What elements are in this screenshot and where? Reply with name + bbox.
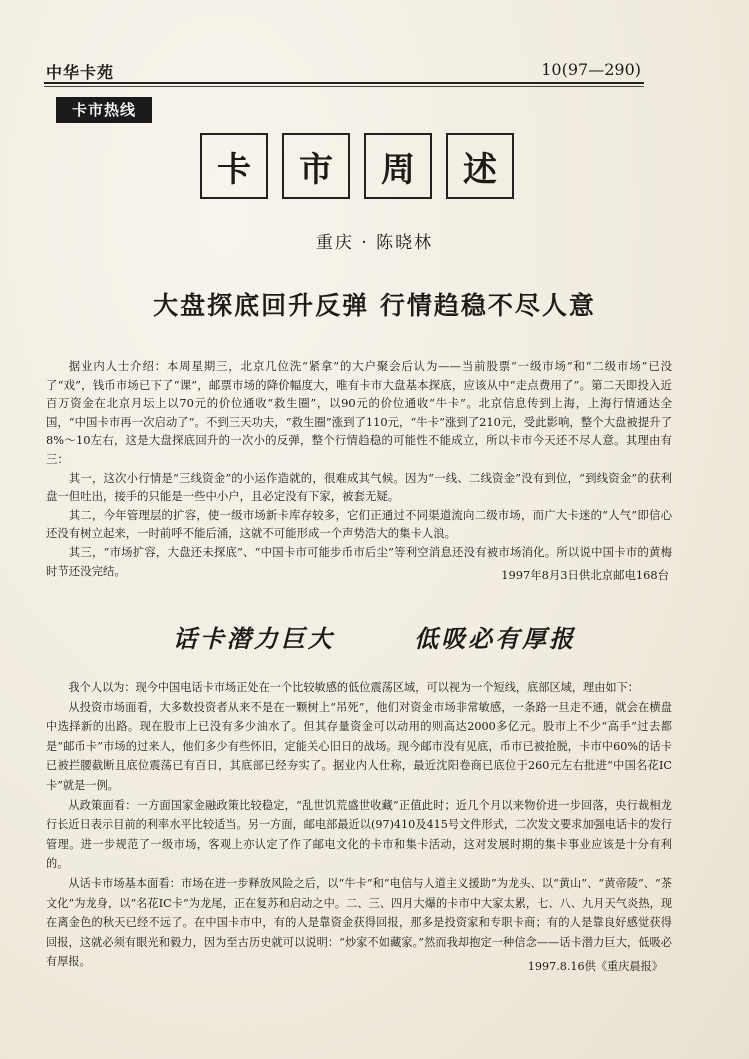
header-rule <box>44 82 644 84</box>
article2-signature: 1997.8.16供《重庆晨报》 <box>527 960 663 973</box>
article2-paragraph: 从投资市场面看，大多数投资者从来不是在一颗树上“吊死”，他们对资金市场非常敏感，一条路一旦走不通，就会在横盘中选择新的出路。现在股市上已没有多少油水了。但其存量资金可以动用的则高达2000多亿元。股市上不少“高手”过去都是“邮币卡”市场的过来人，他们多少有些怀旧，定能关心旧日的战场。现今邮市没有见底，币市已被抢脱，卡市中60%的话卡已被拦腰截断且底位震荡已有百日，其底部已经夯实了。据业内人仕称，最近沈阳卷商已底位于260元左右批进“中国名花IC卡”就是一例。 <box>46 700 672 792</box>
article1-paragraph: 据业内人士介绍：本周星期三，北京几位洗“紧拿”的大户聚会后认为——当前股票“一级市场”和“二级市场”已没了“戏”，钱币市场已下了“课”，邮票市场的降价幅度大，唯有卡市大盘基本探底，应该从中“走点费用了”。第二天即投入近百万资金在北京月坛上以70元的价位通收“救生圈”，以90元的价位通收“牛卡”。北京信息传到上海，上海行情通达全国，“中国卡市再一次启动了”。不到三天功夫，“救生圈”涨到了110元，“牛卡”涨到了210元，受此影响，整个大盘被提升了8%～10左右，这是大盘探底回升的一次小的反弹，整个行情趋稳的可能性不能成立，所以卡市今天还不尽人意。其理由有三： <box>46 359 672 466</box>
article2-headline-right: 低吸必有厚报 <box>414 625 577 653</box>
article1-paragraph: 其二，今年管理层的扩容，使一级市场新卡库存较多，它们正通过不同渠道流向二级市场，而广大卡迷的“人气”即信心还没有树立起来，一时前呼不能后涌，这就不可能形成一个声势浩大的集卡人浪。 <box>46 507 672 541</box>
article2-paragraph: 从话卡市场基本面看：市场在进一步释放风险之后，以“牛卡”和“电信与人道主义援助”为龙头、以“黄山”、“黄帝陵”、“茶文化”为龙身，以“名花IC卡”为龙尾，正在复苏和启动之中。二、三、四月大爆的卡市中大家太累，七、八、九月天气炎热，现在离金色的秋天已经不远了。在中国卡市中，有的人是靠资金获得回报，那多是投资家和专职卡商；有的人是靠良好感觉获得回报，这就必须有眼光和毅力，因为至古历史就可以说明：“炒家不如藏家。”然而我却抱定一种信念——话卡潜力巨大，低吸必有厚报。 <box>46 876 672 969</box>
article1-body <box>46 357 672 580</box>
section-tag: 卡市热线 <box>56 97 152 123</box>
title-char-box: 周 <box>364 133 432 199</box>
author-byline: 重庆 · 陈晓林 <box>315 233 434 253</box>
publication-name: 中华卡苑 <box>46 63 115 82</box>
article2-headline <box>0 619 749 654</box>
article2-paragraph: 从政策面看：一方面国家金融政策比较稳定，“乱世饥荒盛世收藏”正值此时；近几个月以来物价进一步回落，央行裁相龙行长近日表示目前的利率水平比较适当。另一方面，邮电部最近以(97)410及415号文件形式，二次发文要求加强电话卡的发行管理。进一步规范了一级市场，客观上亦认定了作了邮电文化的卡市和集卡活动，这对发展时期的集卡事业应该是十分有利的。 <box>46 798 672 871</box>
title-char-box: 卡 <box>200 133 268 199</box>
article2-body <box>46 678 672 972</box>
article1-paragraph: 其三，“市场扩容，大盘还未探底”、“中国卡市可能步币市后尘”等利空消息还没有被市场消化。所以说中国卡市的黄梅时节还没完结。 <box>46 544 672 578</box>
header-rule-thin <box>44 86 644 87</box>
article1-signature: 1997年8月3日供北京邮电168台 <box>501 568 669 582</box>
title-char-box: 市 <box>282 133 350 199</box>
issue-number: 10(97—290) <box>541 60 641 79</box>
article1-paragraph: 其一，这次小行情是“三线资金”的小运作造就的，很难成其气候。因为“一线、二线资金”没有到位，“到线资金”的获利盘一但吐出，接手的只能是一些中小户，且必定没有下家，被套无疑。 <box>46 470 672 504</box>
article1-headline: 大盘探底回升反弹 行情趋稳不尽人意 <box>153 291 596 320</box>
article2-paragraph: 我个人以为：现今中国电话卡市场正处在一个比较敏感的低位震荡区域，可以视为一个短线，底部区域，理由如下： <box>68 681 639 694</box>
title-char-box: 述 <box>446 133 514 199</box>
column-title <box>200 133 514 201</box>
article2-headline-left: 话卡潜力巨大 <box>172 625 335 653</box>
